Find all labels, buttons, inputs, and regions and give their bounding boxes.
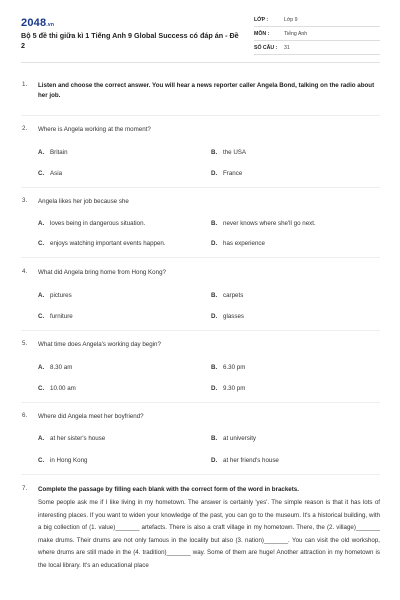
option-a[interactable]: A. loves being in dangerous situation. <box>38 220 146 227</box>
question-divider <box>21 115 380 116</box>
option-b[interactable]: B. 6.30 pm <box>211 364 246 371</box>
option-b[interactable]: B. the USA <box>211 149 247 156</box>
option-c[interactable]: C. 10.00 am <box>38 385 76 392</box>
question-stem: Angela likes her job because she <box>38 198 129 205</box>
option-a[interactable]: A. 8.30 am <box>38 364 73 371</box>
option-d[interactable]: D. at her friend's house <box>211 457 279 464</box>
question-number: 5. <box>22 340 28 347</box>
question-5 <box>0 340 400 400</box>
option-d[interactable]: D. France <box>211 170 243 177</box>
option-b[interactable]: B. never knows where she'll go next. <box>211 220 316 227</box>
question-2 <box>0 125 400 185</box>
question-stem: What time does Angela's working day begin? <box>38 341 161 348</box>
meta-class: LỚP : Lớp 9 <box>254 14 380 27</box>
meta-question-count: SỐ CÂU : 31 <box>254 42 380 55</box>
question-3 <box>0 197 400 257</box>
document-title: Bộ 5 đề thi giữa kì 1 Tiếng Anh 9 Global Success có đáp án - Đề 2 <box>21 31 239 50</box>
option-d[interactable]: D. has experience <box>211 240 265 247</box>
question-stem: Complete the passage by filling each blank with the correct form of the word in brackets. <box>38 486 299 493</box>
question-1 <box>0 81 400 121</box>
question-divider <box>21 474 380 475</box>
option-b[interactable]: B. at university <box>211 435 257 442</box>
option-a[interactable]: A. pictures <box>38 292 72 299</box>
question-number: 4. <box>22 268 28 275</box>
question-number: 7. <box>22 485 28 492</box>
question-divider <box>21 187 380 188</box>
question-stem: Where did Angela meet her boyfriend? <box>38 413 144 420</box>
option-b[interactable]: B. carpets <box>211 292 244 299</box>
question-4 <box>0 268 400 328</box>
option-d[interactable]: D. glasses <box>211 313 244 320</box>
question-number: 1. <box>22 81 28 88</box>
question-number: 3. <box>22 197 28 204</box>
header-divider <box>21 62 380 63</box>
question-7 <box>0 485 400 600</box>
option-c[interactable]: C. furniture <box>38 313 73 320</box>
question-stem: What did Angela bring home from Hong Kong? <box>38 269 166 276</box>
reading-passage: Some people ask me if I like living in my hometown. The answer is certainly 'yes'. The simple reason is that it has lots of interesting places. If you want to widen your knowledge of the past, you can go to the museum. It's a historical building, with a big collection of (1. value)_______ artefacts. There is also a craft village in my hometown. There, the (2. village)_______ make drums. Their drums are not only famous in the locality but also (3. nation)_______. You can visit the old workshop, where drums are still made in the (4. tradition)_______ way. Some of them are huge! Another attraction in my hometown is the local library. It's an educational place <box>38 499 380 569</box>
site-logo[interactable]: 2048.vn <box>21 17 55 29</box>
question-divider <box>21 330 380 331</box>
question-number: 2. <box>22 125 28 132</box>
option-a[interactable]: A. at her sister's house <box>38 435 106 442</box>
question-number: 6. <box>22 412 28 419</box>
question-divider <box>21 402 380 403</box>
meta-subject: MÔN : Tiếng Anh <box>254 28 380 41</box>
option-a[interactable]: A. Britain <box>38 149 68 156</box>
question-stem: Where is Angela working at the moment? <box>38 126 151 133</box>
question-6 <box>0 412 400 472</box>
option-c[interactable]: C. Asia <box>38 170 63 177</box>
option-c[interactable]: C. in Hong Kong <box>38 457 88 464</box>
question-stem: Listen and choose the correct answer. You will hear a news reporter caller Angela Bond, talking on the radio about her job. <box>38 82 375 99</box>
option-c[interactable]: C. enjoys watching important events happen. <box>38 240 166 247</box>
option-d[interactable]: D. 9.30 pm <box>211 385 246 392</box>
question-divider <box>21 257 380 258</box>
